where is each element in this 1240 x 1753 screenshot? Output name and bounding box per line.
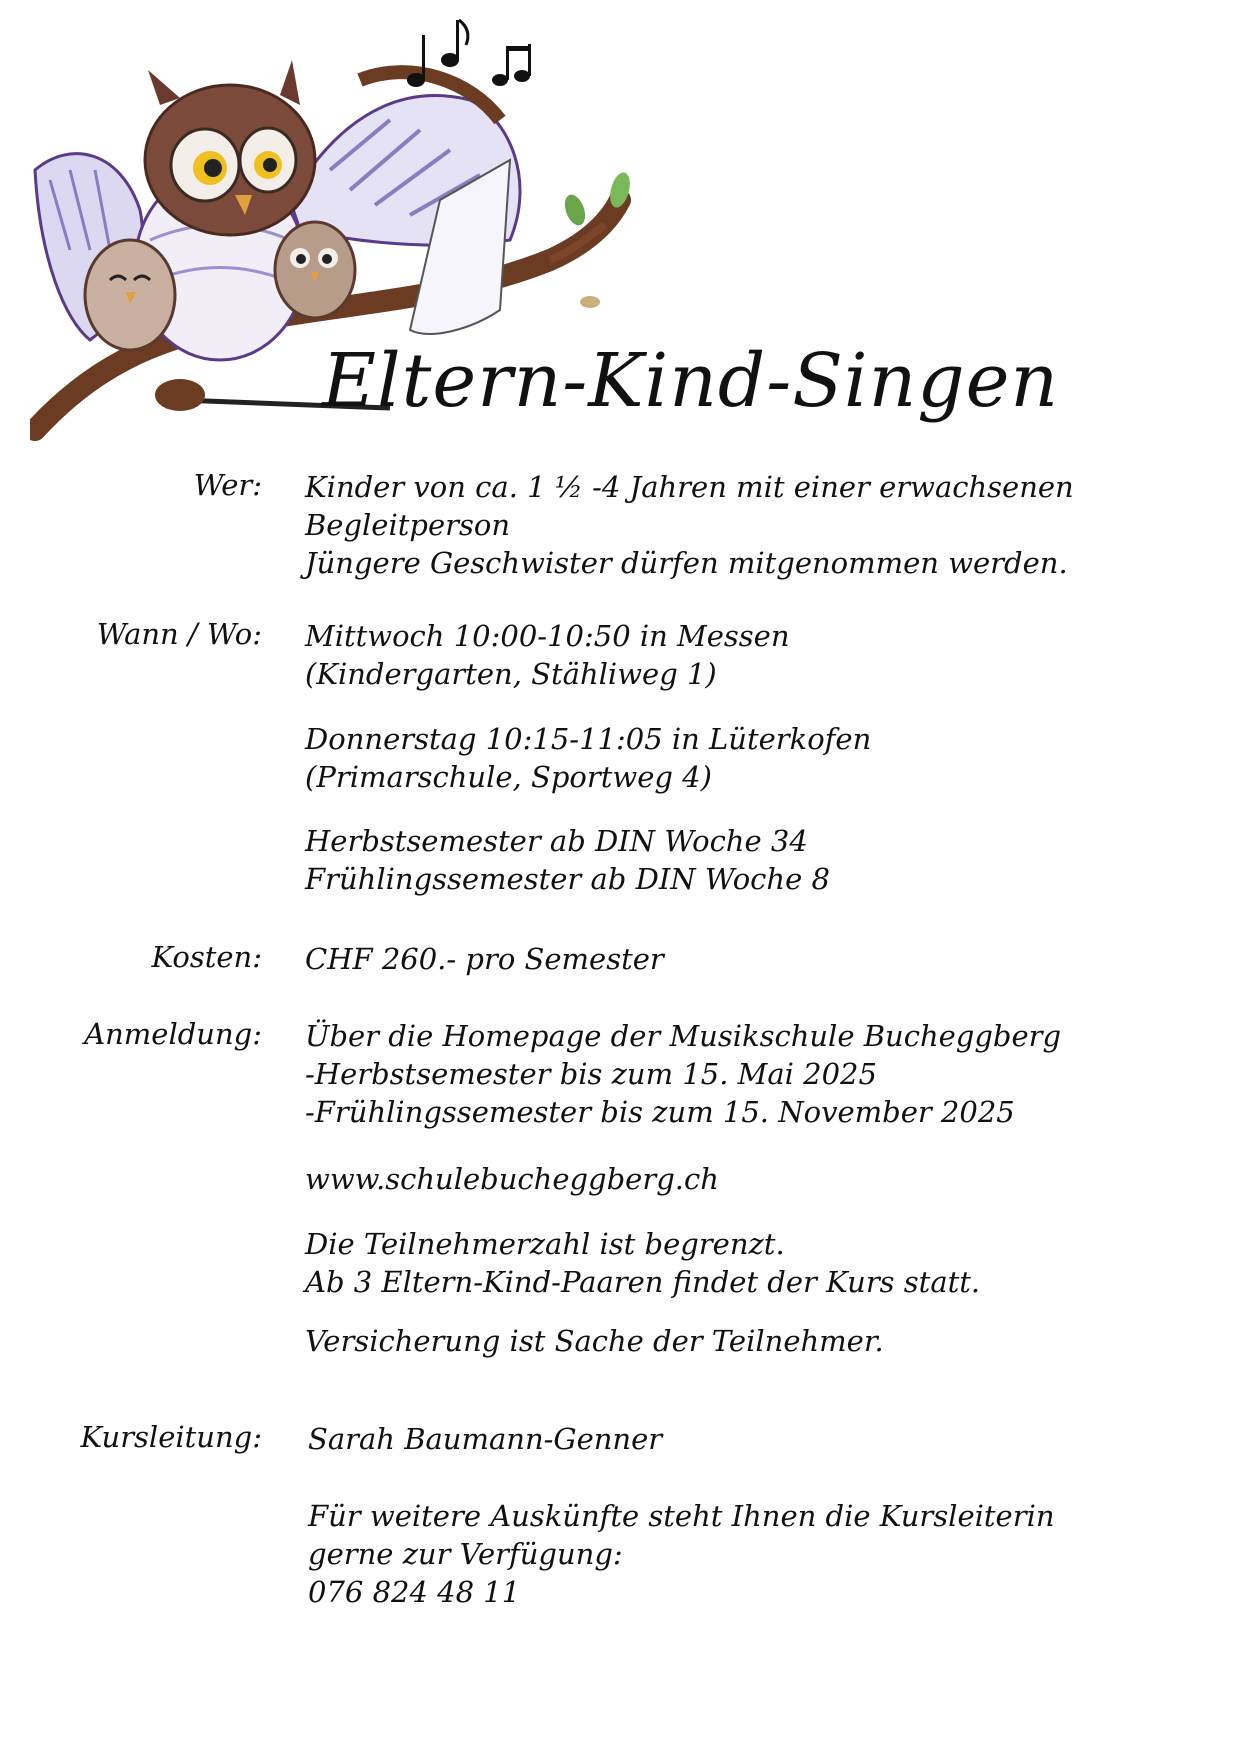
phone-number[interactable]: 076 824 48 11	[308, 1575, 521, 1609]
wann-block-messen: Mittwoch 10:00-10:50 in Messen (Kindergarten, Stähliweg 1)	[305, 619, 790, 691]
label-kursleitung: Kursleitung:	[80, 1420, 262, 1454]
anmeldung-deadlines: Über die Homepage der Musikschule Bucheggberg -Herbstsemester bis zum 15. Mai 2025 -Frühlingssemester bis zum 15. November 2025	[305, 1019, 1062, 1129]
participant-note: Die Teilnehmerzahl ist begrenzt. Ab 3 Eltern-Kind-Paaren findet der Kurs statt.	[305, 1227, 981, 1299]
insurance-note: Versicherung ist Sache der Teilnehmer.	[305, 1324, 884, 1358]
website-link[interactable]: www.schulebucheggberg.ch	[305, 1162, 719, 1196]
label-wer: Wer:	[193, 468, 262, 502]
label-wann-wo: Wann / Wo:	[96, 617, 262, 651]
owl-chick-icon	[85, 240, 175, 350]
instructor-name: Sarah Baumann-Genner	[308, 1422, 663, 1456]
wann-block-luterkofen: Donnerstag 10:15-11:05 in Lüterkofen (Primarschule, Sportweg 4)	[305, 722, 872, 794]
page-title: Eltern-Kind-Singen	[322, 338, 1060, 424]
wer-text: Kinder von ca. 1 ½ -4 Jahren mit einer erwachsenen Begleitperson Jüngere Geschwister dürfen mitgenommen werden.	[305, 470, 1074, 580]
label-kosten: Kosten:	[151, 940, 262, 974]
contact-info: Für weitere Auskünfte steht Ihnen die Kursleiterin gerne zur Verfügung: 076 824 48 11	[308, 1499, 1055, 1609]
kosten-text: CHF 260.- pro Semester	[305, 942, 664, 976]
owl-chick-icon	[275, 222, 355, 318]
wann-block-semester: Herbstsemester ab DIN Woche 34 Frühlingssemester ab DIN Woche 8	[305, 824, 830, 896]
label-anmeldung: Anmeldung:	[84, 1017, 262, 1051]
